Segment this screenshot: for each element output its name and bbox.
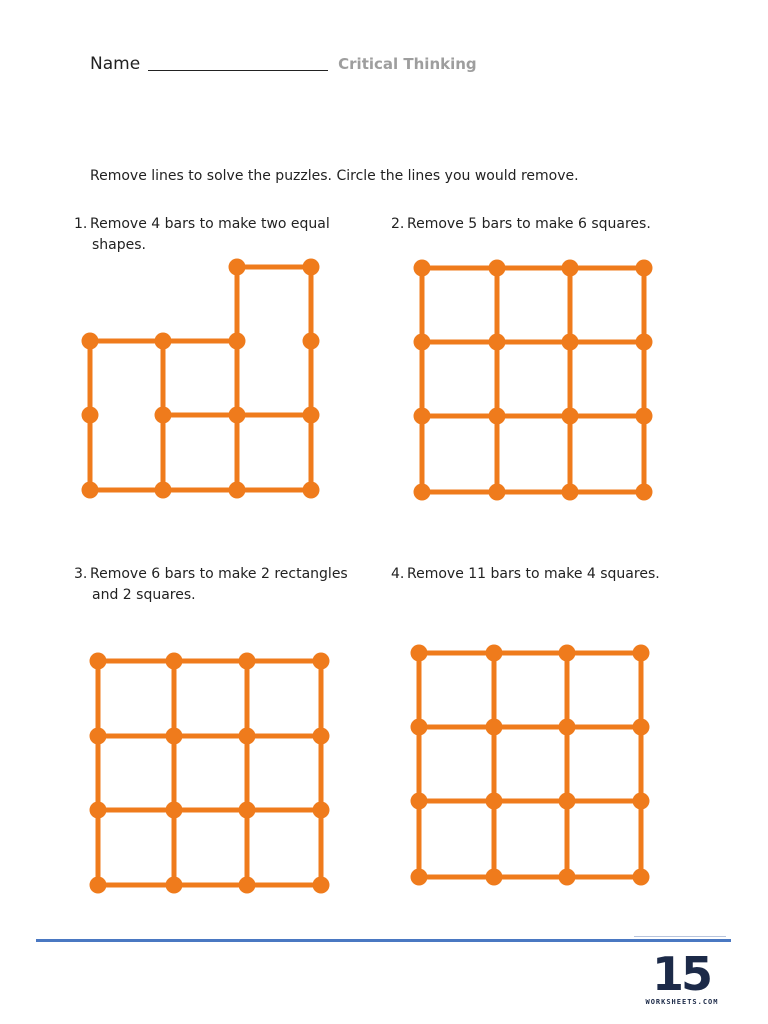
puzzle-text-line-1: Remove 6 bars to make 2 rectangles: [90, 566, 348, 582]
puzzle-2-joint: [414, 334, 431, 351]
puzzle-4-joint: [411, 645, 428, 662]
puzzle-1-joint: [229, 407, 246, 424]
name-label: Name: [90, 54, 141, 74]
puzzle-number: 1.: [74, 216, 88, 232]
puzzle-4-joint: [633, 719, 650, 736]
puzzle-3-joint: [90, 877, 107, 894]
puzzle-1-joint: [155, 407, 172, 424]
puzzle-4-joint: [559, 793, 576, 810]
puzzle-3-joint: [166, 728, 183, 745]
puzzle-2-joint: [562, 484, 579, 501]
puzzle-3-joint: [313, 802, 330, 819]
puzzle-1-joint: [303, 259, 320, 276]
puzzle-4-joint: [633, 869, 650, 886]
puzzle-number: 3.: [74, 566, 88, 582]
puzzle-number: 2.: [391, 216, 405, 232]
puzzle-3-joint: [239, 877, 256, 894]
puzzle-1-joint: [303, 407, 320, 424]
subject-title: Critical Thinking: [338, 55, 477, 73]
puzzle-1-joint: [229, 259, 246, 276]
puzzle-3-joint: [313, 877, 330, 894]
logo-text: WORKSHEETS.COM: [645, 998, 719, 1006]
puzzle-1-joint: [82, 482, 99, 499]
footer-accent-line: [634, 936, 726, 937]
puzzle-2-joint: [636, 484, 653, 501]
puzzle-4-joint: [559, 645, 576, 662]
puzzle-2-joint: [414, 484, 431, 501]
puzzle-number: 4.: [391, 566, 405, 582]
puzzle-3-joint: [313, 728, 330, 745]
puzzle-1-joint: [229, 333, 246, 350]
puzzle-2-joint: [489, 260, 506, 277]
puzzle-4-joint: [559, 869, 576, 886]
puzzle-3-joint: [239, 653, 256, 670]
puzzle-3-joint: [239, 802, 256, 819]
puzzle-text-line-2: shapes.: [92, 237, 146, 253]
puzzle-2-joint: [414, 260, 431, 277]
puzzle-3-joint: [313, 653, 330, 670]
puzzle-2-joint: [636, 334, 653, 351]
puzzle-4-joint: [486, 869, 503, 886]
puzzle-4-joint: [486, 793, 503, 810]
worksheets-logo: [640, 947, 724, 1012]
puzzle-4-joint: [411, 793, 428, 810]
puzzle-4-joint: [633, 793, 650, 810]
puzzle-text-line-1: Remove 5 bars to make 6 squares.: [407, 216, 651, 232]
puzzle-2-joint: [489, 334, 506, 351]
puzzle-4-joint: [411, 719, 428, 736]
puzzle-1-joint: [229, 482, 246, 499]
puzzle-2-joint: [636, 408, 653, 425]
puzzle-3-joint: [90, 728, 107, 745]
puzzle-2-joint: [636, 260, 653, 277]
puzzle-3-joint: [166, 653, 183, 670]
instructions: Remove lines to solve the puzzles. Circle the lines you would remove.: [90, 168, 579, 184]
puzzle-1-joint: [82, 407, 99, 424]
puzzle-text-line-2: and 2 squares.: [92, 587, 196, 603]
puzzle-2-joint: [489, 408, 506, 425]
puzzle-4-joint: [633, 645, 650, 662]
puzzle-2-joint: [489, 484, 506, 501]
puzzle-text-line-1: Remove 4 bars to make two equal: [90, 216, 330, 232]
puzzle-2-joint: [562, 260, 579, 277]
puzzle-4-joint: [411, 869, 428, 886]
puzzle-4-joint: [486, 719, 503, 736]
puzzle-3-joint: [166, 877, 183, 894]
puzzle-4-joint: [486, 645, 503, 662]
puzzle-1-joint: [82, 333, 99, 350]
puzzle-1-joint: [155, 333, 172, 350]
puzzle-1-joint: [155, 482, 172, 499]
puzzle-text-line-1: Remove 11 bars to make 4 squares.: [407, 566, 660, 582]
puzzle-2-joint: [562, 334, 579, 351]
puzzle-3-joint: [239, 728, 256, 745]
puzzle-3-joint: [90, 802, 107, 819]
puzzle-3-joint: [166, 802, 183, 819]
puzzle-3-joint: [90, 653, 107, 670]
puzzle-4-joint: [559, 719, 576, 736]
puzzle-2-joint: [414, 408, 431, 425]
puzzle-1-joint: [303, 482, 320, 499]
logo-number: 15: [652, 947, 711, 1001]
puzzle-2-joint: [562, 408, 579, 425]
footer-rule: [36, 939, 731, 942]
puzzle-1-joint: [303, 333, 320, 350]
